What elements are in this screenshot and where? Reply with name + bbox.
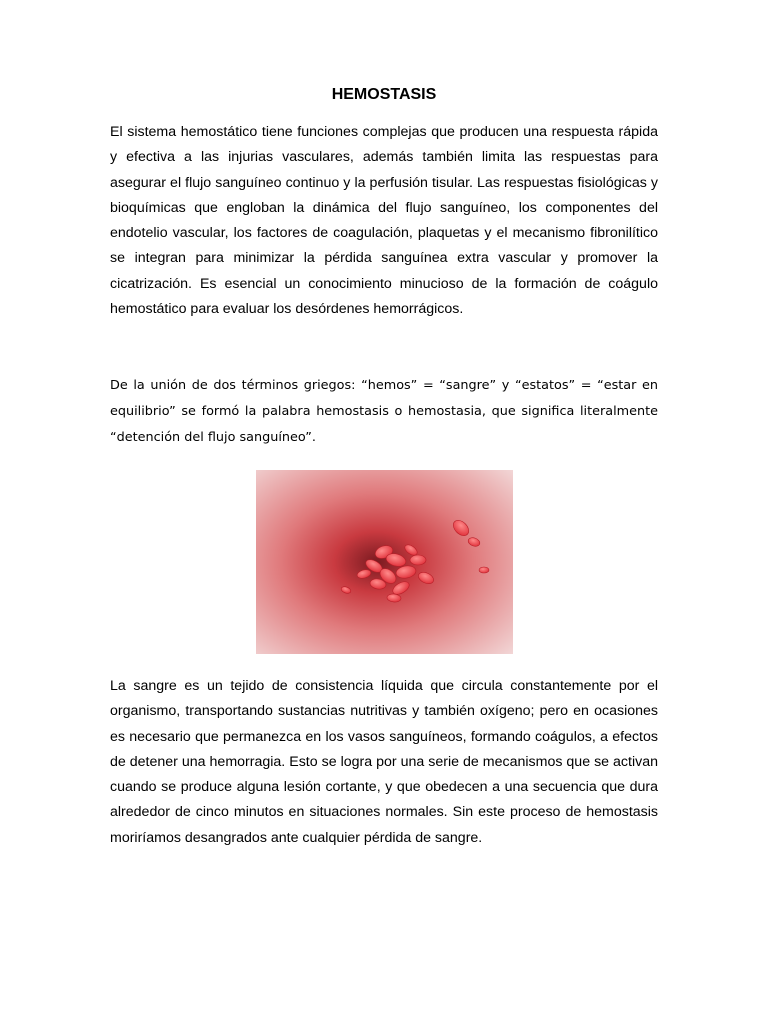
red-blood-cell bbox=[410, 555, 426, 565]
document-title: HEMOSTASIS bbox=[331, 86, 437, 103]
red-blood-cell bbox=[479, 567, 489, 573]
intro-paragraph: El sistema hemostático tiene funciones complejas que producen una respuesta rápida y efectiva a las injurias vasculares, además también limita las respuestas para asegurar el flujo sanguíneo continuo y la perfusión tisular. Las respuestas fisiológicas y bioquímicas que engloban la dinámica del flujo sanguíneo, los componentes del endotelio vascular, los factores de coagulación, plaquetas y el mecanismo fibronilítico se integran para minimizar la pérdida sanguínea extra vascular y promover la cicatrización. Es esencial un conocimiento minucioso de la formación de coágulo hemostático para evaluar los desórdenes hemorrágicos. bbox=[110, 124, 658, 318]
blood-vessel-image bbox=[256, 470, 513, 654]
vessel-lumen bbox=[256, 470, 513, 654]
etymology-paragraph: De la unión de dos términos griegos: “hemos” = “sangre” y “estatos” = “estar en equilibrio” se formó la palabra hemostasis o hemostasia, que significa literalmente “detención del flujo sanguíneo”. bbox=[110, 378, 658, 445]
blood-paragraph: La sangre es un tejido de consistencia líquida que circula constantemente por el organismo, transportando sustancias nutritivas y también oxígeno; pero en ocasiones es necesario que permanezca en los vasos sanguíneos, formando coágulos, a efectos de detener una hemorragia. Esto se logra por una serie de mecanismos que se activan cuando se produce alguna lesión cortante, y que obedecen a una secuencia que dura alrededor de cinco minutos en situaciones normales. Sin este proceso de hemostasis moriríamos desangrados ante cualquier pérdida de sangre. bbox=[110, 678, 658, 846]
blood-vessel-illustration bbox=[256, 470, 513, 654]
